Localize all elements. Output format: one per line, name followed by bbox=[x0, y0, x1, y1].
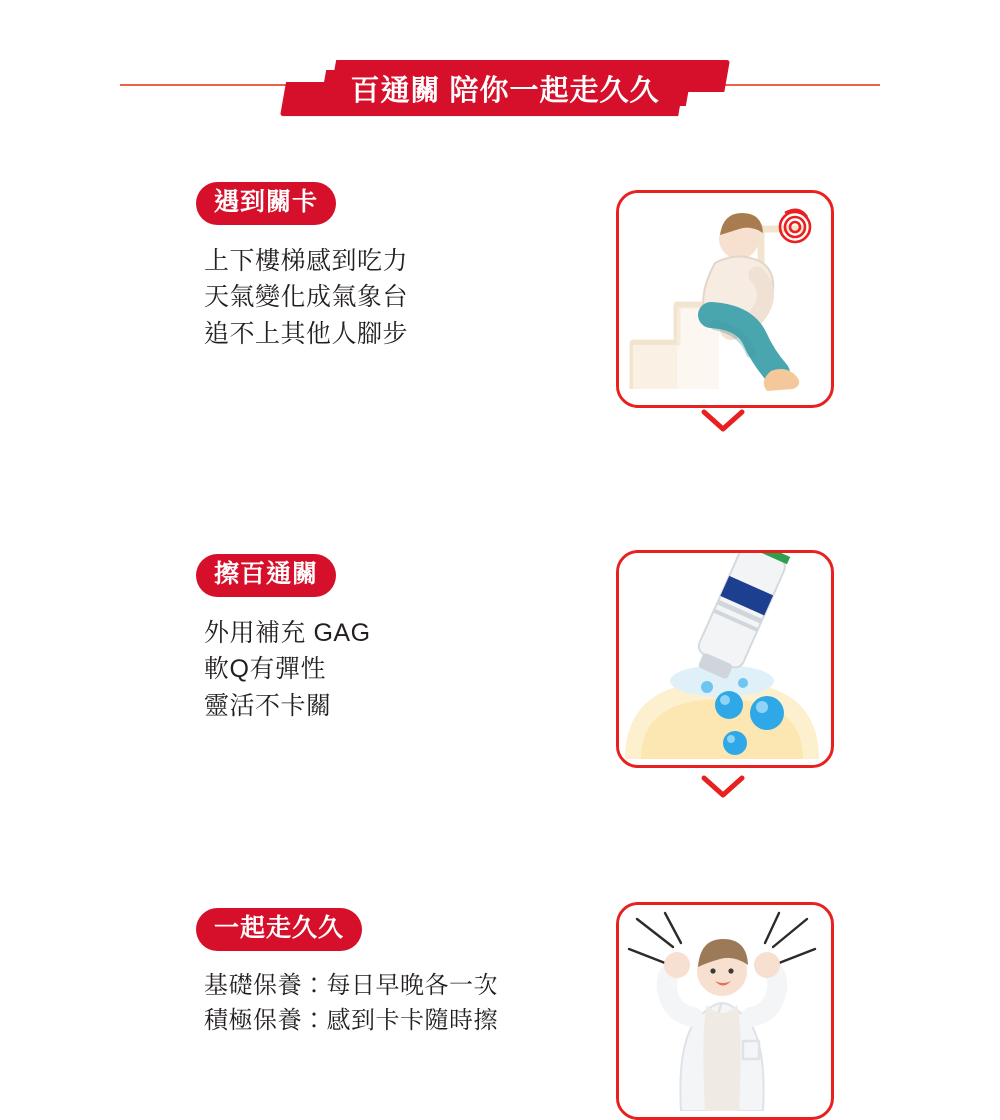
step-2-tag: 擦百通關 bbox=[196, 554, 336, 597]
step-2-lines bbox=[196, 615, 596, 724]
step-2-line-1: 外用補充 GAG bbox=[204, 619, 371, 647]
step-2-text-block bbox=[196, 554, 596, 724]
steps-container bbox=[0, 182, 1000, 1034]
step-1-line-1: 上下樓梯感到吃力 bbox=[204, 247, 409, 275]
step-3-tag: 一起走久久 bbox=[196, 908, 362, 951]
step-item bbox=[0, 456, 1000, 720]
man-sitting-on-stairs-knee-pain-illustration bbox=[616, 190, 834, 408]
step-3-lines bbox=[196, 969, 596, 1039]
step-2-line-2: 軟Q有彈性 bbox=[204, 655, 326, 684]
step-1-lines bbox=[196, 243, 596, 352]
header-banner bbox=[0, 52, 1000, 124]
step-3-text-block bbox=[196, 908, 596, 1039]
step-1-text-block bbox=[196, 182, 596, 352]
step-2-line-3: 靈活不卡關 bbox=[204, 691, 332, 720]
cheerful-man-flexing-arms-illustration bbox=[616, 902, 834, 1120]
step-item bbox=[0, 730, 1000, 1034]
step-1-line-3: 追不上其他人腳步 bbox=[204, 319, 409, 348]
step-item bbox=[0, 182, 1000, 404]
step-3-line-2: 積極保養：感到卡卡隨時擦 bbox=[204, 1006, 498, 1034]
chevron-down-icon-1 bbox=[700, 408, 746, 434]
step-1-line-2: 天氣變化成氣象台 bbox=[204, 283, 409, 312]
banner-title: 百通關 陪你一起走久久 bbox=[350, 74, 660, 107]
step-1-tag: 遇到關卡 bbox=[196, 182, 336, 225]
step-3-line-1: 基礎保養：每日早晚各一次 bbox=[204, 972, 498, 999]
